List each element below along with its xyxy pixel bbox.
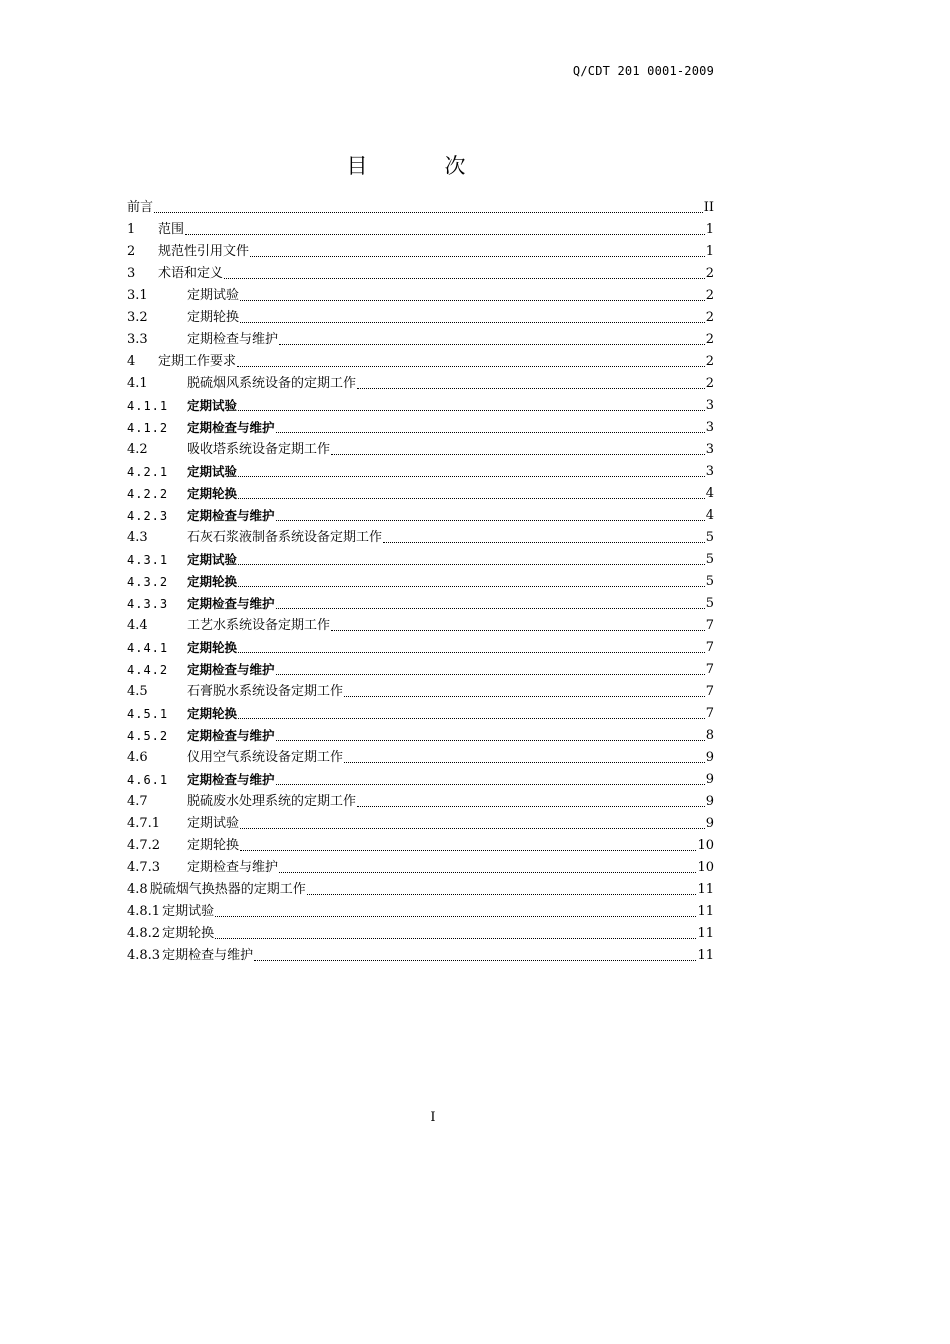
toc-entry-label: 定期轮换 xyxy=(187,706,238,721)
toc-entry-page: 3 xyxy=(705,420,714,435)
toc-leader-dots xyxy=(276,783,705,785)
toc-entry-label: 范围 xyxy=(158,222,185,237)
toc-leader-dots xyxy=(276,431,705,433)
toc-entry-page: 9 xyxy=(705,772,714,787)
toc-entry-number: 3.3 xyxy=(127,332,148,347)
toc-entry[interactable] xyxy=(127,414,714,436)
toc-entry[interactable] xyxy=(127,216,714,238)
toc-entry-label: 定期检查与维护 xyxy=(187,772,275,787)
toc-leader-dots xyxy=(357,387,705,389)
toc-entry-page: 7 xyxy=(705,662,714,677)
toc-entry-number: 4.3.2 xyxy=(127,575,169,589)
toc-leader-dots xyxy=(154,211,703,213)
document-code: Q/CDT 201 0001-2009 xyxy=(572,64,714,78)
toc-entry-page: 4 xyxy=(705,508,714,523)
toc-entry-number: 4.7.1 xyxy=(127,816,161,831)
toc-leader-dots xyxy=(238,475,705,477)
toc-leader-dots xyxy=(215,915,696,917)
toc-leader-dots xyxy=(344,761,705,763)
toc-entry-page: 3 xyxy=(705,442,714,457)
toc-entry-number: 4.8 xyxy=(127,882,148,897)
toc-leader-dots xyxy=(276,607,705,609)
toc-entry[interactable] xyxy=(127,634,714,656)
toc-entry[interactable] xyxy=(127,876,714,898)
toc-entry-label: 定期轮换 xyxy=(187,310,240,325)
toc-entry-page: 3 xyxy=(705,464,714,479)
toc-entry-label: 脱硫烟风系统设备的定期工作 xyxy=(187,376,357,391)
toc-entry-page: 2 xyxy=(705,376,714,391)
toc-leader-dots xyxy=(238,585,705,587)
toc-entry[interactable] xyxy=(127,480,714,502)
toc-entry-label: 定期检查与维护 xyxy=(187,332,279,347)
toc-leader-dots xyxy=(240,321,705,323)
toc-entry-page: 11 xyxy=(697,948,714,963)
toc-entry[interactable] xyxy=(127,392,714,414)
toc-entry-number: 4.8.2 xyxy=(127,926,161,941)
toc-entry[interactable] xyxy=(127,920,714,942)
page-number: I xyxy=(430,1110,436,1125)
toc-entry-label: 定期轮换 xyxy=(187,574,238,589)
toc-entry-number: 4.2.2 xyxy=(127,487,169,501)
toc-entry-label: 术语和定义 xyxy=(158,266,224,281)
toc-entry-page: 1 xyxy=(705,222,714,237)
toc-entry-number: 4.7 xyxy=(127,794,148,809)
toc-entry[interactable] xyxy=(127,854,714,876)
toc-entry-label: 定期检查与维护 xyxy=(187,662,275,677)
toc-entry-page: 9 xyxy=(705,750,714,765)
toc-leader-dots xyxy=(276,739,705,741)
toc-entry-page: 1 xyxy=(705,244,714,259)
toc-leader-dots xyxy=(254,959,696,961)
toc-entry-number: 4.4.1 xyxy=(127,641,169,655)
toc-leader-dots xyxy=(279,343,705,345)
toc-title: 目 次 xyxy=(346,154,494,178)
toc-entry-page: 10 xyxy=(697,860,714,875)
toc-entry-number: 4.1 xyxy=(127,376,148,391)
toc-entry-label: 定期试验 xyxy=(187,552,238,567)
toc-entry-label: 定期轮换 xyxy=(187,640,238,655)
toc-entry[interactable] xyxy=(127,832,714,854)
toc-entry-page: 11 xyxy=(697,904,714,919)
toc-entry-label: 石膏脱水系统设备定期工作 xyxy=(187,684,344,699)
toc-entry[interactable] xyxy=(127,194,714,216)
toc-entry-page: 2 xyxy=(705,354,714,369)
toc-entry-number: 4.2 xyxy=(127,442,148,457)
toc-entry-label: 工艺水系统设备定期工作 xyxy=(187,618,331,633)
toc-entry-label: 石灰石浆液制备系统设备定期工作 xyxy=(187,530,383,545)
toc-entry-page: 9 xyxy=(705,794,714,809)
toc-leader-dots xyxy=(224,277,705,279)
toc-leader-dots xyxy=(279,871,696,873)
toc-leader-dots xyxy=(238,717,705,719)
toc-entry-number: 4.6.1 xyxy=(127,773,169,787)
toc-entry[interactable] xyxy=(127,326,714,348)
toc-entry-label: 定期检查与维护 xyxy=(162,948,254,963)
toc-entry[interactable] xyxy=(127,656,714,678)
toc-entry-number: 4.3.1 xyxy=(127,553,169,567)
toc-entry-number: 4.4.2 xyxy=(127,663,169,677)
toc-entry-page: 2 xyxy=(705,288,714,303)
toc-entry-page: 2 xyxy=(705,266,714,281)
table-of-contents xyxy=(127,194,714,964)
toc-entry-number: 3.1 xyxy=(127,288,148,303)
toc-entry-page: II xyxy=(703,200,714,215)
toc-entry[interactable] xyxy=(127,942,714,964)
toc-entry-number: 3 xyxy=(127,266,136,281)
toc-entry[interactable] xyxy=(127,810,714,832)
toc-entry[interactable] xyxy=(127,788,714,810)
toc-entry[interactable] xyxy=(127,546,714,568)
toc-entry-number: 4.8.1 xyxy=(127,904,161,919)
toc-entry[interactable] xyxy=(127,348,714,370)
toc-entry-label: 定期试验 xyxy=(187,288,240,303)
toc-entry-number: 4.8.3 xyxy=(127,948,161,963)
toc-leader-dots xyxy=(215,937,696,939)
toc-leader-dots xyxy=(238,651,705,653)
toc-entry-page: 5 xyxy=(705,596,714,611)
toc-entry[interactable] xyxy=(127,722,714,744)
toc-entry-label: 定期检查与维护 xyxy=(187,420,275,435)
toc-leader-dots xyxy=(331,629,705,631)
toc-entry[interactable] xyxy=(127,436,714,458)
toc-entry-page: 8 xyxy=(705,728,714,743)
toc-entry-label: 定期试验 xyxy=(187,464,238,479)
toc-entry-page: 11 xyxy=(697,882,714,897)
toc-entry-number: 4.5.2 xyxy=(127,729,169,743)
toc-entry-label: 定期检查与维护 xyxy=(187,596,275,611)
toc-entry[interactable] xyxy=(127,898,714,920)
toc-leader-dots xyxy=(383,541,705,543)
toc-entry-label: 定期工作要求 xyxy=(158,354,237,369)
toc-leader-dots xyxy=(238,563,705,565)
toc-entry-number: 4.7.3 xyxy=(127,860,161,875)
toc-entry-label: 吸收塔系统设备定期工作 xyxy=(187,442,331,457)
toc-leader-dots xyxy=(276,673,705,675)
toc-entry-page: 5 xyxy=(705,530,714,545)
toc-leader-dots xyxy=(344,695,705,697)
toc-entry-label: 定期轮换 xyxy=(187,486,238,501)
toc-entry-number: 4 xyxy=(127,354,136,369)
toc-entry[interactable] xyxy=(127,282,714,304)
toc-leader-dots xyxy=(331,453,705,455)
toc-entry-page: 2 xyxy=(705,332,714,347)
toc-entry-label: 脱硫烟气换热器的定期工作 xyxy=(149,882,306,897)
toc-entry-number: 4.6 xyxy=(127,750,148,765)
toc-entry-page: 7 xyxy=(705,618,714,633)
toc-entry-label: 脱硫废水处理系统的定期工作 xyxy=(187,794,357,809)
toc-entry-number: 4.5 xyxy=(127,684,148,699)
toc-entry-number: 4.4 xyxy=(127,618,148,633)
toc-entry[interactable] xyxy=(127,502,714,524)
toc-leader-dots xyxy=(357,805,705,807)
toc-entry-label: 仪用空气系统设备定期工作 xyxy=(187,750,344,765)
toc-entry-label: 定期试验 xyxy=(187,816,240,831)
toc-entry-page: 11 xyxy=(697,926,714,941)
toc-entry[interactable] xyxy=(127,766,714,788)
toc-entry-page: 7 xyxy=(705,684,714,699)
toc-entry-number: 4.1.2 xyxy=(127,421,169,435)
toc-leader-dots xyxy=(240,827,705,829)
toc-leader-dots xyxy=(276,519,705,521)
toc-entry-label: 定期试验 xyxy=(187,398,238,413)
toc-entry[interactable] xyxy=(127,304,714,326)
toc-leader-dots xyxy=(238,497,705,499)
toc-leader-dots xyxy=(238,409,705,411)
toc-entry-number: 2 xyxy=(127,244,136,259)
toc-entry-page: 2 xyxy=(705,310,714,325)
toc-entry[interactable] xyxy=(127,590,714,612)
toc-entry-page: 4 xyxy=(705,486,714,501)
toc-leader-dots xyxy=(185,233,705,235)
toc-entry-page: 7 xyxy=(705,706,714,721)
toc-entry[interactable] xyxy=(127,524,714,546)
toc-entry-label: 定期轮换 xyxy=(162,926,215,941)
toc-entry[interactable] xyxy=(127,678,714,700)
toc-entry-label: 规范性引用文件 xyxy=(158,244,250,259)
toc-entry-page: 10 xyxy=(697,838,714,853)
toc-entry-number: 4.1.1 xyxy=(127,399,169,413)
toc-entry-label: 定期检查与维护 xyxy=(187,508,275,523)
toc-entry-page: 7 xyxy=(705,640,714,655)
toc-entry[interactable] xyxy=(127,370,714,392)
toc-entry-label: 定期轮换 xyxy=(187,838,240,853)
toc-entry-page: 5 xyxy=(705,574,714,589)
toc-entry-page: 5 xyxy=(705,552,714,567)
toc-entry[interactable] xyxy=(127,612,714,634)
toc-entry-number: 4.7.2 xyxy=(127,838,161,853)
toc-entry[interactable] xyxy=(127,260,714,282)
toc-entry-label: 定期检查与维护 xyxy=(187,728,275,743)
toc-entry-number: 4.5.1 xyxy=(127,707,169,721)
toc-entry-number: 4.2.3 xyxy=(127,509,169,523)
toc-entry-label: 定期检查与维护 xyxy=(187,860,279,875)
toc-entry-label: 定期试验 xyxy=(162,904,215,919)
toc-leader-dots xyxy=(250,255,705,257)
toc-entry-number: 4.3.3 xyxy=(127,597,169,611)
toc-entry-number: 3.2 xyxy=(127,310,148,325)
toc-entry[interactable] xyxy=(127,458,714,480)
toc-entry[interactable] xyxy=(127,238,714,260)
toc-leader-dots xyxy=(240,849,696,851)
toc-entry[interactable] xyxy=(127,568,714,590)
toc-leader-dots xyxy=(307,893,697,895)
toc-entry-page: 9 xyxy=(705,816,714,831)
toc-entry-number: 1 xyxy=(127,222,136,237)
toc-entry-page: 3 xyxy=(705,398,714,413)
toc-leader-dots xyxy=(240,299,705,301)
toc-leader-dots xyxy=(237,365,705,367)
toc-entry[interactable] xyxy=(127,700,714,722)
toc-entry-label: 前言 xyxy=(127,200,154,215)
toc-entry-number: 4.3 xyxy=(127,530,148,545)
toc-entry-number: 4.2.1 xyxy=(127,465,169,479)
toc-entry[interactable] xyxy=(127,744,714,766)
